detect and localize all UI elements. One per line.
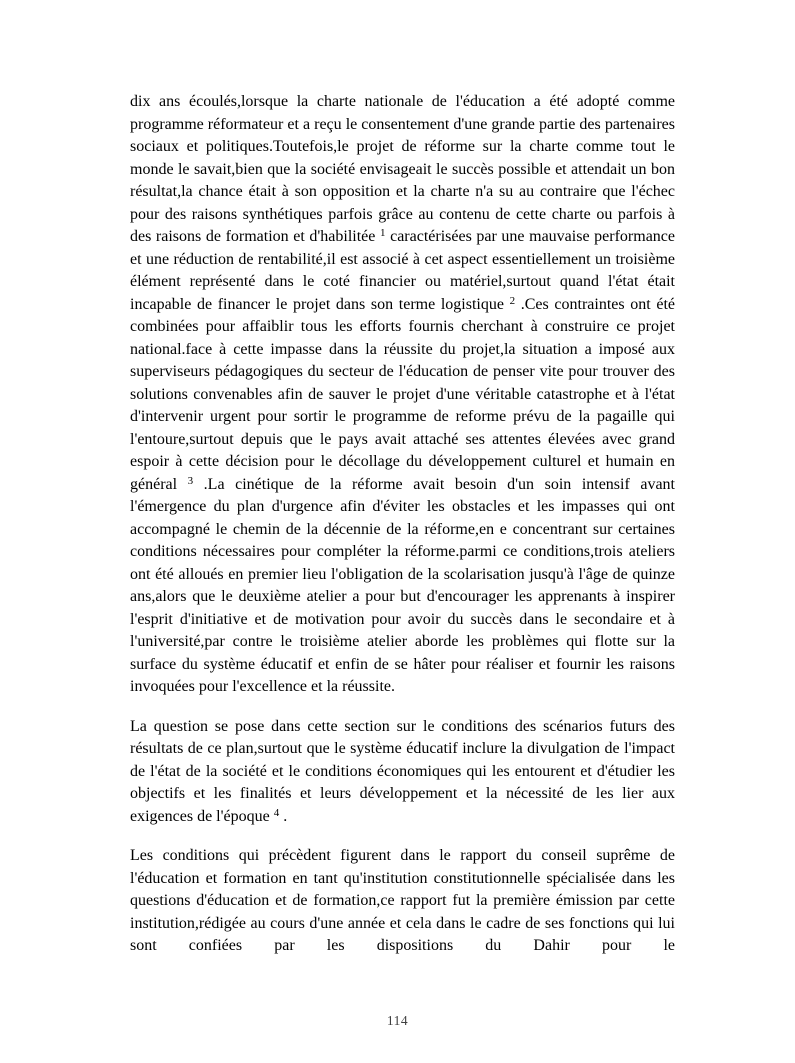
footnote-ref: 2 [509, 294, 516, 307]
paragraph-text: . [279, 807, 288, 825]
paragraph-text: La question se pose dans cette section sur le conditions des scénarios futurs des résultats de ce plan,surtout que le système éducatif inclure la divulgation de l'impact de l'état de la société et le conditions économiques qui les entourent et d'étudier les objectifs et les finalités et leurs développement et la nécessité de les lier aux exigences de l'époque [130, 717, 675, 825]
paragraph-text: Les conditions qui précèdent figurent dans le rapport du conseil suprême de l'éducation et formation en tant qu'institution constitutionnelle spécialisée dans les questions d'éducation et de formation,ce rapport fut la première émission par cette institution,rédigée au cours d'une année et cela dans le cadre de ses fonctions qui lui sont confiées par les dispositions du Dahir pour le [130, 847, 675, 954]
paragraph-3 [130, 845, 675, 958]
paragraph-2 [130, 716, 675, 829]
text-column [130, 91, 675, 975]
footnote-ref: 4 [273, 806, 280, 819]
page-number: 114 [386, 1013, 409, 1028]
footnote-ref: 1 [379, 227, 386, 239]
paragraph-text: .Ces contraintes ont été combinées pour affaiblir tous les efforts fournis cherchant à construire ce projet national.face à cette impasse dans la réussite du projet,la situation a imposé aux superviseurs pédagogiques du secteur de l'éducation de penser vite pour trouver des solutions convenables afin de sauver le projet d'une véritable catastrophe et à l'état d'intervenir urgent pour sortir le programme de reforme prévu de la pagaille qui l'entoure,surtout depuis que le pays avait attaché ses attentes élevées avec grand espoir à cette décision pour le décollage du développement culturel et humain en général [130, 295, 675, 493]
paragraph-text: dix ans écoulés,lorsque la charte nationale de l'éducation a été adopté comme programme réformateur et a reçu le consentement d'une grande partie des partenaires sociaux et politiques.Toutefois,le projet de réforme sur la charte comme tout le monde le savait,bien que la société envisageait le succès possible et attendait un bon résultat,la chance était à son opposition et la charte n'a su au contraire que l'échec pour des raisons synthétiques parfois grâce au contenu de cette charte ou parfois à des raisons de formation et d'habilitée [130, 93, 675, 245]
paragraph-1 [130, 91, 675, 699]
paragraph-text: .La cinétique de la réforme avait besoin d'un soin intensif avant l'émergence du plan d'urgence afin d'éviter les obstacles et les impasses qui ont accompagné le chemin de la décennie de la réforme,en e concentrant sur certaines conditions nécessaires pour compléter la réforme.parmi ce conditions,trois ateliers ont été alloués en premier lieu l'obligation de la scolarisation jusqu'à l'âge de quinze ans,alors que le deuxième atelier a pour but d'encourager les apprenants à inspirer l'esprit d'initiative et de motivation pour avoir du succès dans le secondaire et à l'université,par contre le troisième atelier aborde les problèmes qui flotte sur la surface du système éducatif et enfin de se hâter pour réaliser et fournir les raisons invoquées pour l'excellence et la réussite. [130, 475, 675, 695]
paragraph-text: caractérisées par une mauvaise performance et une réduction de rentabilité,il est associé à cet aspect essentiellement un troisième élément représenté dans le coté financier ou matériel,surtout quand l'état était incapable de financer le projet dans son terme logistique [130, 228, 675, 313]
footnote-ref: 3 [187, 474, 194, 487]
